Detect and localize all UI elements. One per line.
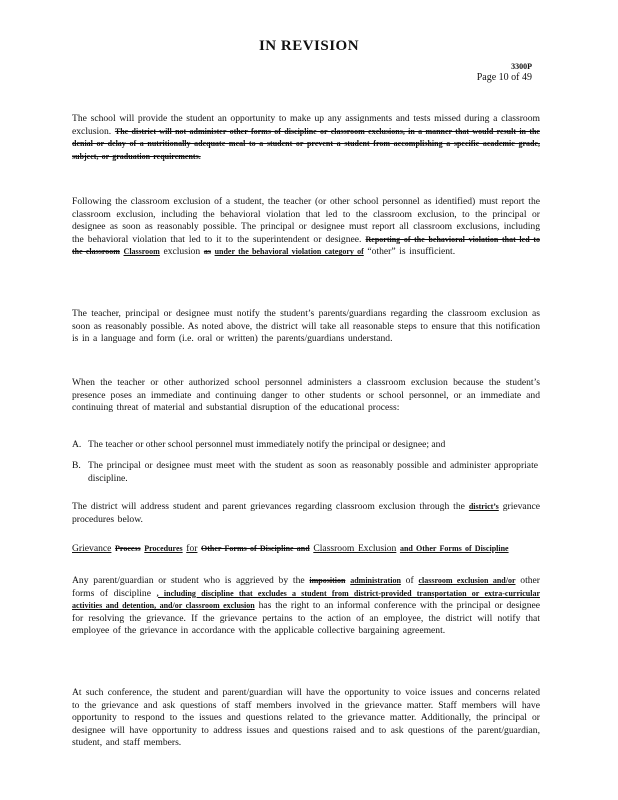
paragraph-text: grievance procedures below. (72, 501, 541, 525)
heading-text: Grievance (72, 543, 112, 554)
paragraph-text: The district will address student and parent grievances regarding classroom exclusion through the (72, 501, 465, 512)
paragraph-text: other forms of discipline (72, 575, 540, 599)
paragraph-grievances (72, 501, 540, 526)
inserted-text: Procedures (144, 544, 183, 553)
list-marker: B. (72, 460, 81, 471)
inserted-text: and Other Forms of Discipline (399, 544, 509, 553)
heading-text: for (186, 543, 198, 554)
struck-text: as (203, 247, 211, 257)
grievance-heading (72, 543, 540, 556)
struck-text: imposition (309, 576, 346, 585)
paragraph-informal-conference (72, 575, 540, 638)
inserted-text: classroom exclusion and/or (418, 576, 516, 585)
paragraph-text: When the teacher or other authorized school personnel administers a classroom exclusion because the student’s presence poses an immediate and continuing danger to other students or school personnel, or an immediate and continuing threat of material and substantial disruption of the educational process: (72, 377, 540, 414)
paragraph-text: The teacher, principal or designee must notify the student’s parents/guardians regarding the classroom exclusion as soon as reasonably possible. As noted above, the district will take all reasonable steps to ensure that this notification is in a language and form (i.e. oral or written) the parents/guardians understand. (72, 308, 540, 345)
paragraph-text: The school will provide the student an opportunity to make up any assignments and tests missed during a classroom exclusion. (72, 113, 540, 137)
paragraph-text: “other” is insufficient. (367, 246, 456, 258)
struck-text: Process (115, 544, 141, 553)
list-text: The teacher or other school personnel must immediately notify the principal or designee; and (88, 439, 446, 450)
list-item-a (72, 439, 540, 452)
list-marker: A. (72, 439, 82, 450)
paragraph-text: of (405, 575, 414, 586)
paragraph-text: has the right to an informal conference with the principal or designee for resolving the grievance. If the grievance pertains to the action of an employee, the district will notify that employee of the grievance in accordance with the applicable collective bargaining agreement. (72, 600, 541, 637)
paragraph-makeup-assignments (72, 113, 540, 163)
page-number: Page 10 of 49 (476, 72, 532, 83)
paragraph-notify-parents (72, 308, 540, 346)
paragraph-text: At such conference, the student and parent/guardian will have the opportunity to voice issues and concerns related to the grievance and ask questions of staff members involved in the grievance matter. Staff members will have opportunity to respond to the issues and questions related to the grievance matter. Additionally, the principal or designee will have opportunity to address issues and questions raised and to ask questions of the parent/guardian, student, and staff members. (72, 687, 540, 749)
paragraph-reporting (72, 196, 540, 259)
inserted-text: administration (350, 576, 401, 585)
paragraph-immediate-danger (72, 377, 540, 415)
paragraph-conference (72, 687, 540, 750)
list-item-b (72, 460, 540, 485)
inserted-text: Classroom (123, 247, 160, 257)
paragraph-text: Any parent/guardian or student who is aggrieved by the (72, 575, 305, 586)
inserted-text: under the behavioral violation category of (214, 247, 364, 257)
list-text: The principal or designee must meet with the student as soon as reasonably possible and administer appropriate discipline. (88, 460, 538, 484)
document-title: IN REVISION (258, 38, 360, 54)
struck-text: Other Forms of Discipline and (201, 544, 310, 553)
policy-code: 3300P (511, 62, 532, 71)
heading-text: Classroom Exclusion (313, 543, 397, 554)
inserted-text: district’s (468, 502, 499, 511)
paragraph-text: exclusion (163, 246, 201, 258)
struck-text: Reporting of the behavioral violation that led to the classroom (72, 234, 540, 257)
paragraph-text: Following the classroom exclusion of a student, the teacher (or other school personnel as identified) must report the classroom exclusion, including the behavioral violation that led to the classroom exclusion, to the principal or designee as soon as reasonably possible. The principal or designee must report all classroom exclusions, including the behavioral violation that led to it to the superintendent or designee. (72, 196, 540, 245)
struck-text: The district will not administer other forms of discipline or classroom exclusions, in a manner that would result in the denial or delay of a nutritionally adequate meal to a student or prevent a student from accomplishing a specific academic grade, subject, or graduation requirements. (72, 126, 540, 161)
inserted-text: , including discipline that excludes a student from district-provided transportation or extra-curricular activities and detention, and/or classroom exclusion (72, 588, 540, 611)
